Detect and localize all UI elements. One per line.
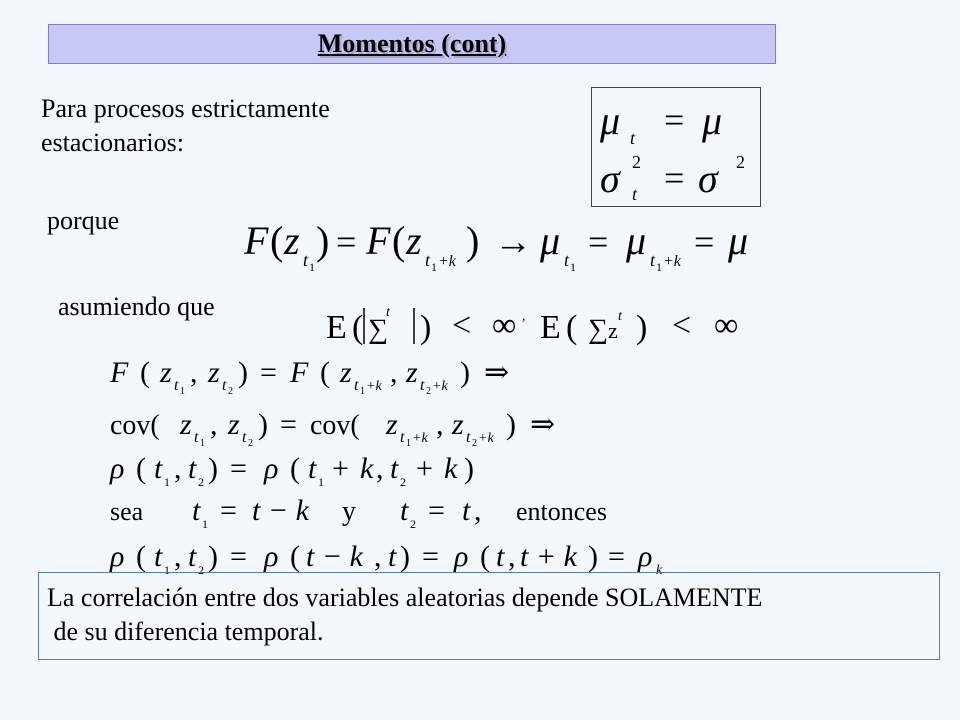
sub-1: 1 (164, 563, 170, 577)
plus-sign: + (332, 452, 349, 485)
sigma-symbol: σ (698, 156, 718, 201)
sub-1: 1 (570, 260, 576, 274)
E-symbol: E (326, 309, 347, 346)
sub-1: 1 (200, 438, 205, 449)
rho-symbol: ρ (638, 540, 653, 573)
comma: , (508, 540, 516, 573)
mu-symbol: μ (728, 218, 749, 263)
paren: ) (400, 540, 410, 573)
finite-moment-condition (326, 298, 746, 350)
t-symbol: t (496, 540, 505, 573)
z-symbol: z (406, 218, 422, 263)
t-minus-k-expr: t − k (306, 540, 363, 573)
comma: , (174, 540, 182, 573)
sub-plus-k: +k (432, 379, 448, 394)
infinity-symbol: ∞ (492, 307, 517, 344)
paren: ( (136, 452, 146, 485)
comma: , (174, 452, 182, 485)
sub-1: 1 (318, 475, 324, 489)
sub-t: t (194, 429, 199, 446)
sub-1: 1 (431, 260, 437, 274)
t-symbol: t (154, 540, 163, 573)
t-symbol: t (388, 540, 397, 573)
sub-1: 1 (202, 517, 208, 531)
paren: ) (420, 309, 432, 346)
y-label: y (342, 496, 356, 527)
z-symbol: z (452, 408, 464, 441)
comma: , (474, 494, 482, 527)
paren: ) (238, 356, 248, 389)
sub-t: t (222, 377, 227, 394)
equals-sign: = (664, 158, 685, 198)
implies-icon: ⇒ (484, 356, 510, 389)
paren: ) (258, 408, 268, 441)
paren: ( (290, 540, 300, 573)
cov-label: cov( (310, 410, 360, 441)
sub-plus-k: +k (412, 431, 428, 446)
sub-1: 1 (406, 438, 411, 449)
z-symbol: z (386, 408, 398, 441)
t-symbol: t (188, 452, 197, 485)
equals-sign: = (336, 222, 357, 262)
z-symbol: z (406, 356, 418, 389)
arrow-icon: → (494, 221, 532, 263)
paren: ( (136, 540, 146, 573)
asumiendo-label: asumiendo que (58, 292, 215, 321)
paren: ) (464, 452, 474, 485)
sub-2: 2 (400, 475, 406, 489)
rho-symbol: ρ (110, 452, 125, 485)
cov-label: cov( (110, 410, 160, 441)
sub-t: t (466, 429, 471, 446)
equals-sign: = (664, 100, 685, 140)
equals-sign: = (280, 408, 297, 441)
k-symbol: k (360, 452, 374, 485)
less-than: < (672, 307, 692, 344)
t-symbol: t (390, 452, 399, 485)
t-symbol: t (154, 452, 163, 485)
sup-t: t (386, 305, 390, 320)
comma: , (190, 356, 198, 389)
equals-sign: = (260, 356, 277, 389)
sub-2: 2 (248, 438, 253, 449)
t-plus-k-expr: t + k (520, 540, 577, 573)
z-symbol: z (228, 408, 240, 441)
paren: ( (566, 309, 578, 346)
paren: ) (460, 356, 470, 389)
stationary-moments-equations (592, 88, 760, 206)
porque-label: porque (47, 206, 120, 235)
plus-sign: + (416, 452, 433, 485)
sub-1: 1 (360, 386, 365, 397)
paren: ) (208, 452, 218, 485)
t-symbol: t (462, 494, 471, 527)
infinity-symbol: ∞ (714, 307, 739, 344)
sigma-symbol: σ (600, 156, 620, 201)
sub-t: t (303, 250, 309, 270)
sub-plus-k: +k (478, 431, 494, 446)
equals-sign: = (428, 494, 445, 527)
porque-equation (244, 214, 764, 274)
sub-1: 1 (180, 386, 185, 397)
t-symbol: t (400, 494, 409, 527)
equals-sign: = (230, 452, 247, 485)
sub-k: k (656, 563, 663, 578)
rho-symbol: ρ (110, 540, 125, 573)
paren: ( (480, 540, 490, 573)
paren: ) (208, 540, 218, 573)
paren: ( (352, 309, 364, 346)
conclusion-line2: de su diferencia temporal. (47, 617, 324, 646)
comma: , (436, 408, 444, 441)
sub-1: 1 (309, 260, 315, 274)
paren: ) (588, 540, 598, 573)
z-symbol: z (160, 356, 172, 389)
equals-sign: = (588, 222, 609, 262)
entonces-label: entonces (516, 497, 607, 526)
sub-t: t (630, 128, 636, 148)
z-symbol: z (180, 408, 192, 441)
comma: , (522, 309, 526, 324)
comma: , (390, 356, 398, 389)
paren: ) (316, 218, 330, 263)
mu-symbol: μ (702, 98, 723, 143)
sub-t: t (564, 250, 570, 270)
sub-2: 2 (198, 475, 204, 489)
conclusion-line1: La correlación entre dos variables aleatorias depende SOLAMENTE (47, 583, 763, 612)
comma: , (210, 408, 218, 441)
k-symbol: k (444, 452, 458, 485)
implies-icon: ⇒ (530, 408, 556, 441)
rho-symbol: ρ (454, 540, 469, 573)
intro-text-line1: Para procesos estrictamente (41, 94, 330, 123)
stationary-moments-box (591, 87, 761, 207)
sub-t: t (632, 184, 638, 204)
sub-1: 1 (164, 475, 170, 489)
garbled-sum-glyph: ∑ (588, 314, 608, 345)
z-symbol: z (284, 218, 300, 263)
derivation-line-3 (110, 446, 510, 492)
sub-t: t (420, 377, 425, 394)
less-than: < (452, 307, 472, 344)
equals-sign: = (694, 222, 715, 262)
equals-sign: = (608, 540, 625, 573)
F-symbol: F (110, 356, 129, 389)
sub-t: t (425, 250, 431, 270)
sub-1: 1 (656, 260, 662, 274)
paren: ( (392, 218, 406, 263)
sub-2: 2 (410, 517, 416, 531)
slide-title: Momentos (cont) (317, 29, 507, 58)
paren: ) (506, 408, 516, 441)
z-symbol: z (208, 356, 220, 389)
sub-t: t (174, 377, 179, 394)
mu-symbol: μ (540, 218, 561, 263)
z-symbol: z (608, 318, 618, 343)
slide-title-bar (48, 24, 776, 64)
paren: ( (270, 218, 284, 263)
comma: , (376, 452, 384, 485)
rho-symbol: ρ (264, 452, 279, 485)
conclusion-box (38, 572, 940, 660)
F-symbol: F (244, 218, 269, 263)
t-symbol: t (308, 452, 317, 485)
mu-symbol: μ (600, 98, 621, 143)
garbled-sum-glyph: ∑ (368, 314, 388, 345)
paren: ) (636, 309, 648, 346)
sub-t: t (242, 429, 247, 446)
sup-t: t (618, 309, 622, 324)
derivation-line-4 (110, 490, 630, 536)
E-symbol: E (540, 309, 561, 346)
sub-2: 2 (426, 386, 431, 397)
paren: ( (320, 356, 330, 389)
equals-sign: = (422, 540, 439, 573)
equals-sign: = (230, 540, 247, 573)
t-minus-k-expr: t − k (252, 494, 309, 527)
rho-symbol: ρ (264, 540, 279, 573)
sup-2: 2 (736, 152, 745, 172)
F-symbol: F (366, 218, 391, 263)
paren: ( (290, 452, 300, 485)
paren: ( (140, 356, 150, 389)
t-symbol: t (192, 494, 201, 527)
equals-sign: = (220, 494, 237, 527)
sub-2: 2 (472, 438, 477, 449)
sup-2: 2 (632, 152, 641, 172)
derivation-line-2 (110, 402, 580, 448)
sub-2: 2 (228, 386, 233, 397)
F-symbol: F (290, 356, 309, 389)
derivation-line-1 (110, 350, 550, 396)
sub-t: t (650, 250, 656, 270)
sub-t: t (400, 429, 405, 446)
paren: ) (466, 218, 480, 263)
comma: , (374, 540, 382, 573)
mu-symbol: μ (626, 218, 647, 263)
sub-2: 2 (198, 563, 204, 577)
sea-label: sea (110, 497, 144, 526)
sub-plus-k: +k (663, 253, 681, 270)
intro-text-line2: estacionarios: (41, 128, 184, 157)
sub-t: t (354, 377, 359, 394)
sub-plus-k: +k (438, 253, 456, 270)
z-symbol: z (340, 356, 352, 389)
sub-plus-k: +k (366, 379, 382, 394)
t-symbol: t (188, 540, 197, 573)
